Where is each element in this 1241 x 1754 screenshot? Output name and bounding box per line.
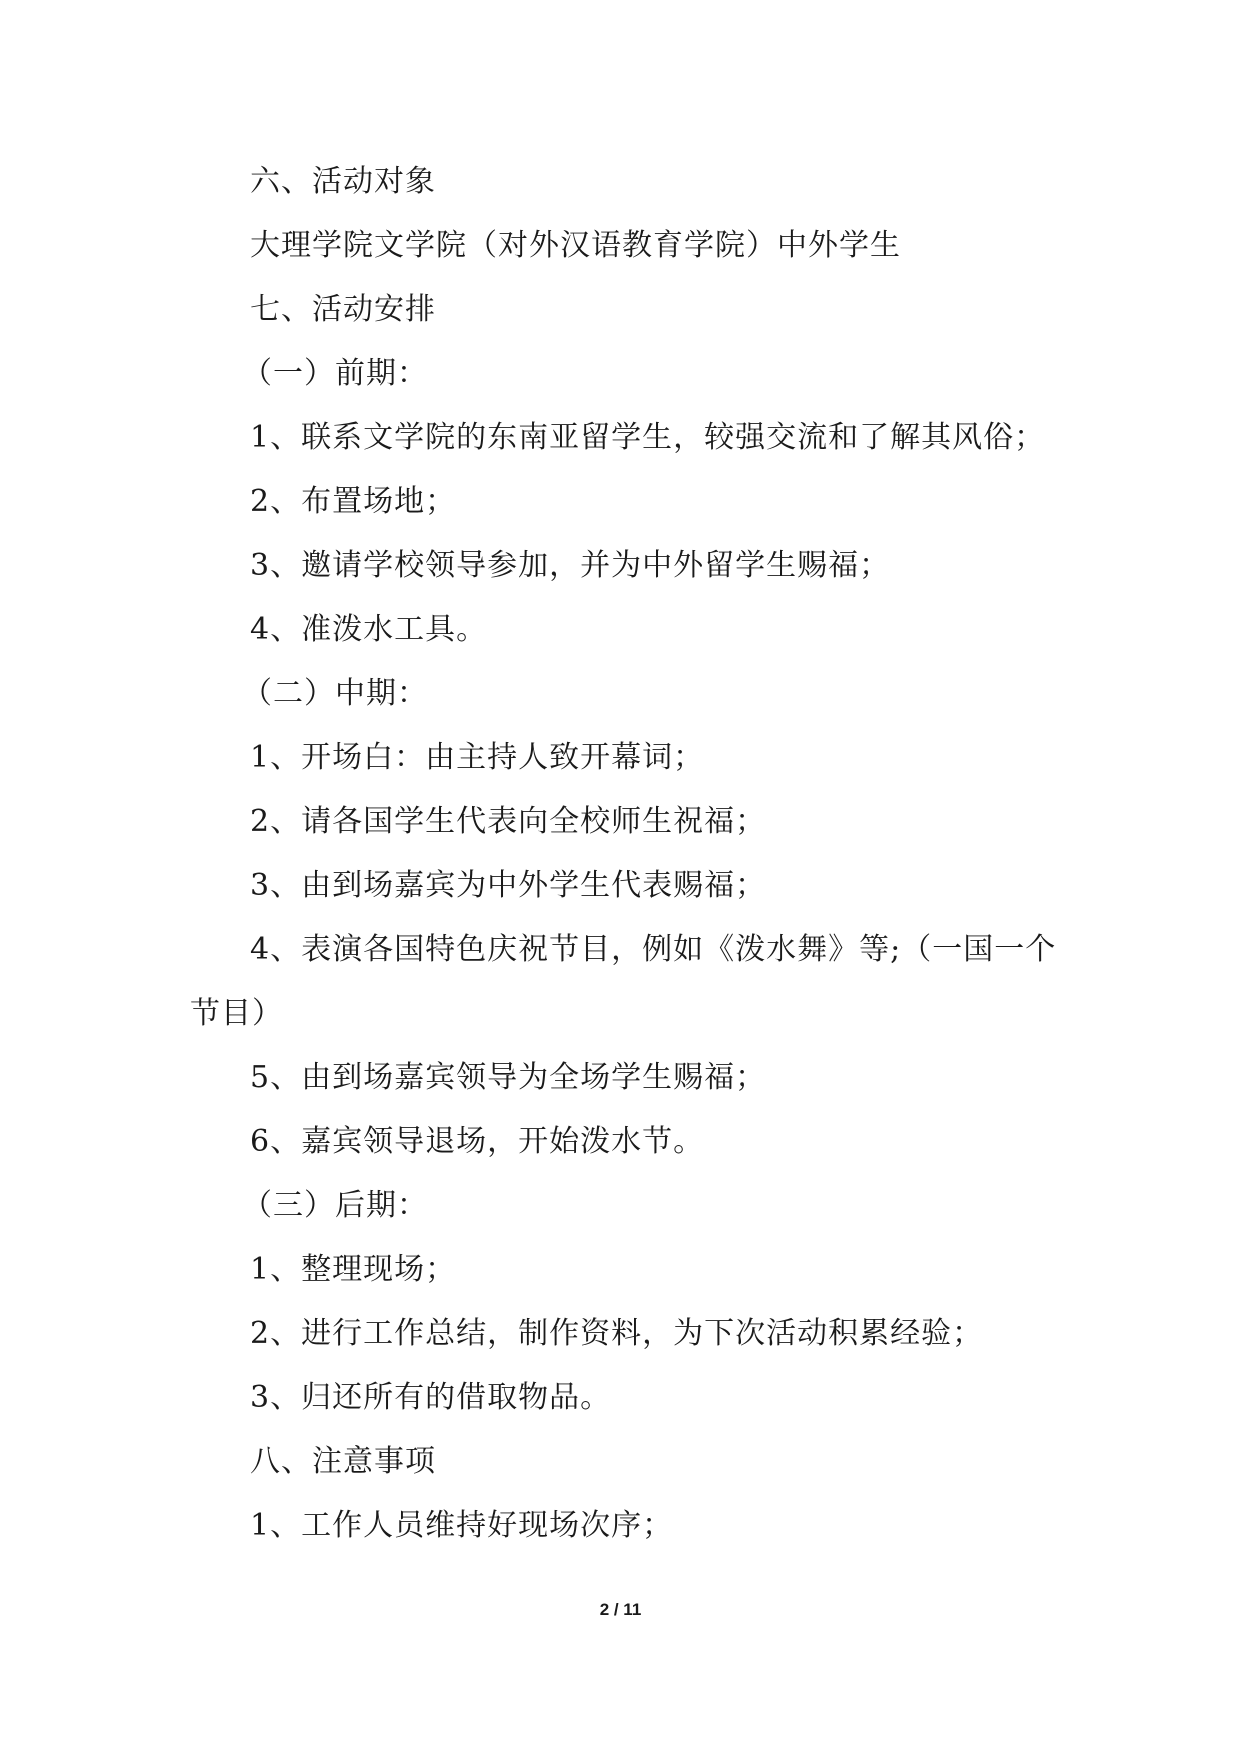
subheading-late-stage: （三）后期：	[242, 1188, 428, 1223]
list-item: 6、嘉宾领导退场，开始泼水节。	[250, 1124, 705, 1159]
list-item: 2、请各国学生代表向全校师生祝福；	[250, 804, 767, 839]
list-item: 2、布置场地；	[250, 484, 457, 519]
subheading-early-stage: （一）前期：	[242, 356, 428, 391]
list-item: 3、归还所有的借取物品。	[250, 1380, 612, 1415]
list-item: 2、进行工作总结，制作资料，为下次活动积累经验；	[250, 1316, 984, 1351]
list-item: 5、由到场嘉宾领导为全场学生赐福；	[250, 1060, 767, 1095]
list-item: 1、整理现场；	[250, 1252, 457, 1287]
list-item: 3、邀请学校领导参加，并为中外留学生赐福；	[250, 548, 891, 583]
section-heading-activity-arrangement: 七、活动安排	[250, 292, 436, 327]
list-item-continuation: 节目）	[190, 996, 283, 1031]
document-body	[190, 150, 1070, 1558]
list-item: 3、由到场嘉宾为中外学生代表赐福；	[250, 868, 767, 903]
section-heading-activity-target: 六、活动对象	[250, 164, 436, 199]
paragraph-target-audience: 大理学院文学院（对外汉语教育学院）中外学生	[250, 228, 901, 263]
subheading-middle-stage: （二）中期：	[242, 676, 428, 711]
list-item: 1、开场白：由主持人致开幕词；	[250, 740, 705, 775]
list-item: 1、工作人员维持好现场次序；	[250, 1508, 674, 1543]
list-item: 1、联系文学院的东南亚留学生，较强交流和了解其风俗；	[250, 420, 1046, 455]
list-item: 4、准泼水工具。	[250, 612, 488, 647]
section-heading-notes: 八、注意事项	[250, 1444, 436, 1479]
page-number: 2 / 11	[599, 1600, 642, 1619]
list-item: 4、表演各国特色庆祝节目，例如《泼水舞》等;（一国一个	[250, 932, 1057, 967]
